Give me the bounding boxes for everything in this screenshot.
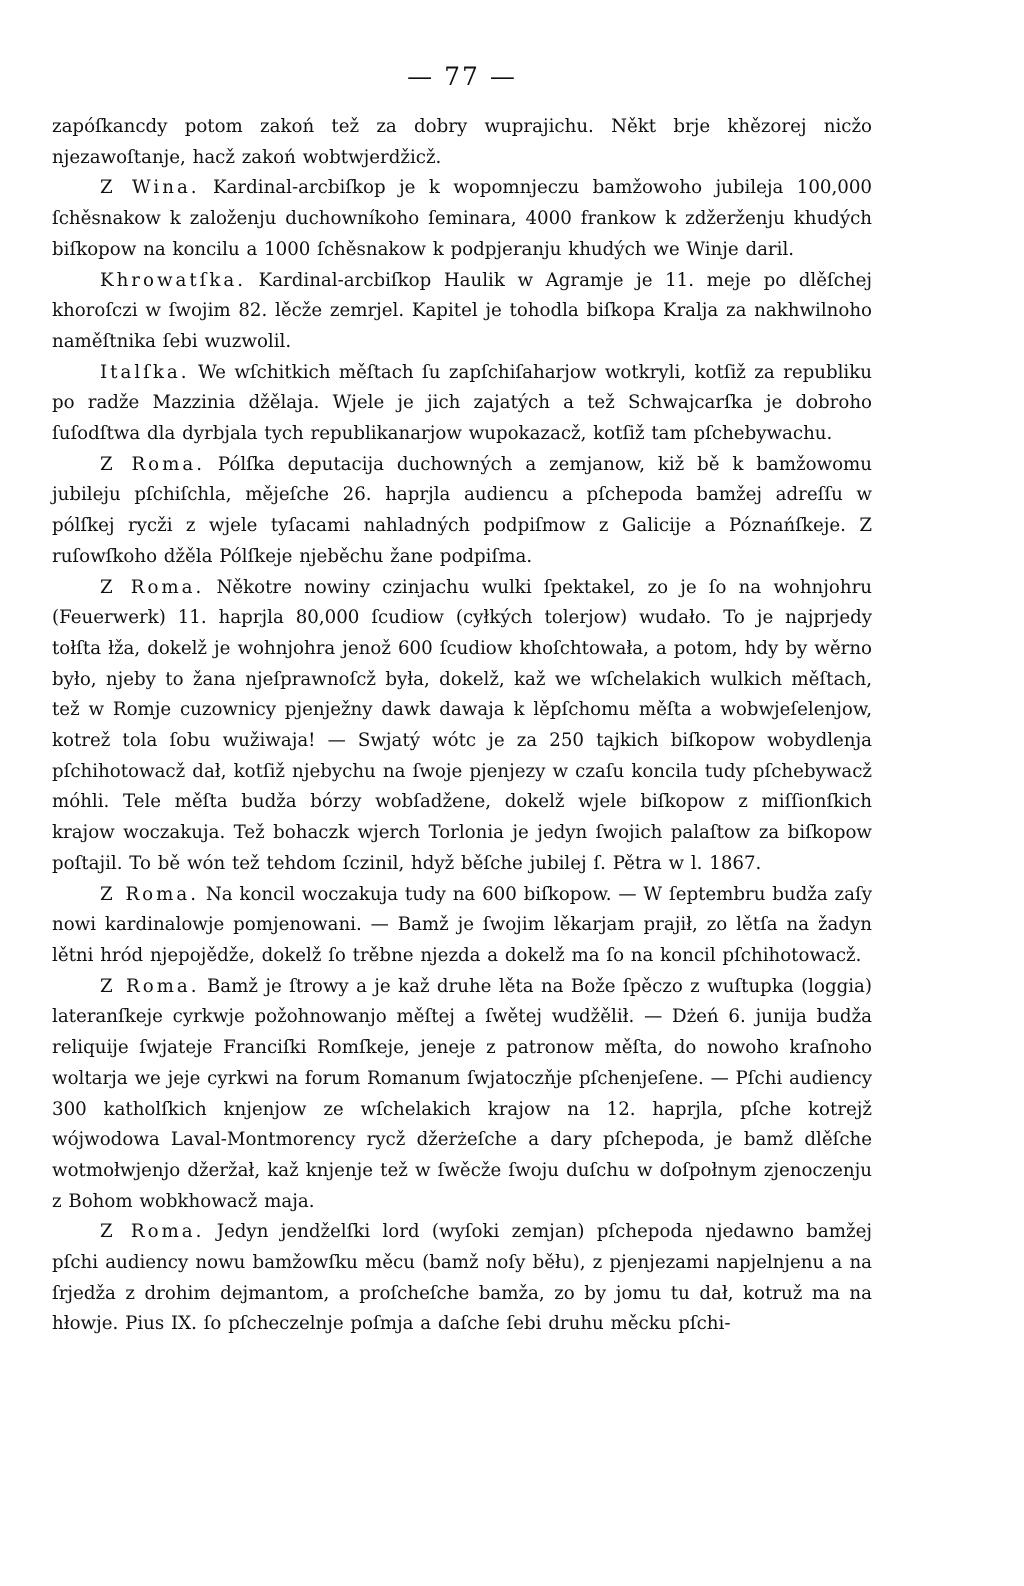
paragraph-5: [52, 573, 872, 880]
dateline: Khrowatſka.: [100, 269, 247, 291]
dateline: Z Roma.: [100, 453, 206, 475]
paragraph-text: Někotre nowiny czinjachu wulki ſpektakel, zo je ſo na wohnjohru (Feuerwerk) 11. haprjla 80,000 ſcudiow (cyłkých tolerjow) wudało. To je najprjedy tołſta łža, dokelž je wohnjohra jenož 600 ſcudiow khoſchtowała, a potom, hdy by wěrno było, njeby to žana njeſprawnoſcž była, dokelž, kaž we wſchelakich wulkich měſtach, tež w Romje cuzownicy pjenježny dawk dawaja k lěpſchomu měſta a wobwjeſelenjow, kotrež tola ſobu wužiwaja! — Swjatý wótc je za 250 tajkich biſkopow wobydlenja pſchihotowacž dał, kotſiž njebychu na ſwoje pjenjezy w czaſu koncila tudy pſchebywacž móhli. Tele měſta budža bórzy wobſadžene, dokelž wjele biſkopow z miſſionſkich krajow woczakuja. Tež bohaczk wjerch Torlonia je jedyn ſwojich palaſtow za biſkopow poſtajil. To bě wón tež tehdom ſczinil, hdyž běſche jubilej ſ. Pětra w l. 1867.: [52, 576, 872, 874]
dateline: Z Roma.: [100, 883, 199, 905]
paragraph-text: Kardinal-arcbiſkop Haulik w Agramje je 11. meje po dlěſchej khoroſczi w ſwojim 82. lěcže zemrjel. Kapitel je tohodla biſkopa Kralja za nakhwilnoho naměſtnika ſebi wuzwolil.: [52, 269, 872, 352]
paragraph-3: [52, 358, 872, 450]
page-number: — 77 —: [407, 62, 517, 91]
paragraph-text: Na koncil woczakuja tudy na 600 biſkopow. — W ſeptembru budža zaſy nowi kardinalowje pomjenowani. — Bamž je ſwojim lěkarjam prajił, zo lětſa na žadyn lětni hród njepojědže, dokelž ſo trěbne njezda a dokelž ma ſo na koncil pſchihotowacž.: [52, 883, 872, 966]
dateline: Z Wina.: [100, 177, 200, 199]
paragraph-4: [52, 450, 872, 573]
paragraph-text: Jedyn jendželſki lord (wyſoki zemjan) pſchepoda njedawno bamžej pſchi audiency nowu bamžowſku měcu (bamž noſy běłu), z pjenjezami napjelnjenu a na ſrjedža z drohim dejmantom, a proſcheſche bamža, zo by jomu tu dał, kotruž ma na hłowje. Pius IX. ſo pſcheczelnje poſmja a daſche ſebi druhu měcku pſchi-: [52, 1221, 872, 1335]
article-body: [52, 112, 872, 1340]
paragraph-7: [52, 972, 872, 1218]
dateline: Z Roma.: [100, 1221, 205, 1243]
paragraph-text: zapóſkancdy potom zakoń tež za dobry wuprajichu. Někt brje khězorej nicžo njezawoſtanje, hacž zakoń wobtwjerdžicž.: [52, 116, 872, 168]
paragraph-8: [52, 1217, 872, 1340]
paragraph-text: Pólſka deputacija duchowných a zemjanow, kiž bě k bamžowomu jubileju pſchiſchla, mějeſche 26. haprjla audiencu a pſchepoda bamžej adreſſu w pólſkej rycži z wjele tyſacami nahladných podpiſmow z Galicije a Póznańſkeje. Z ruſowſkoho džěla Pólſkeje njeběchu žane podpiſma.: [52, 453, 872, 567]
dateline: Italſka.: [100, 361, 190, 383]
paragraph-0: [52, 112, 872, 173]
dateline: Z Roma.: [100, 576, 205, 598]
paragraph-6: [52, 880, 872, 972]
paragraph-text: Bamž je ſtrowy a je kaž druhe lěta na Bože ſpěczo z wuſtupka (loggia) lateranſkeje cyrkwje požohnowanjo měſtej a ſwětej wudžělił. — Dżeń 6. junija budža reliquije ſwjateje Franciſki Romſkeje, jeneje z patronow měſta, do nowoho kraſnoho woltarja we jeje cyrkwi na forum Romanum ſwjatoczňje pſchenjeſene. — Pſchi audiency 300 katholſkich knjenjow ze wſchelakich krajow na 12. haprjla, pſche kotrejž wójwodowa Laval-Montmorency rycž džerżeſche a dary pſchepoda, je bamž dlěſche wotmołwjenjo džeržał, kaž knjenje tež w ſwěcže ſwoju duſchu w doſpołnym zjenoczenju z Bohom wobkhowacž maja.: [52, 975, 872, 1212]
paragraph-1: [52, 173, 872, 265]
dateline: Z Roma.: [100, 975, 200, 997]
paragraph-2: [52, 266, 872, 358]
paragraph-text: Kardinal-arcbiſkop je k wopomnjeczu bamžowoho jubileja 100,000 ſchěsnakow k založenju duchowníkoho ſeminara, 4000 frankow k zdžerženju khudých biſkopow na koncilu a 1000 ſchěsnakow k podpjeranju khudých we Winje daril.: [52, 177, 872, 260]
paragraph-text: We wſchitkich měſtach ſu zapſchiſaharjow wotkryli, kotſiž za republiku po radže Mazzinia džělaja. Wjele je jich zajatých a tež Schwajcarſka je dobroho ſuſodſtwa dla dyrbjala tych republikanarjow wupokazacž, kotſiž tam pſchebywachu.: [52, 361, 872, 445]
